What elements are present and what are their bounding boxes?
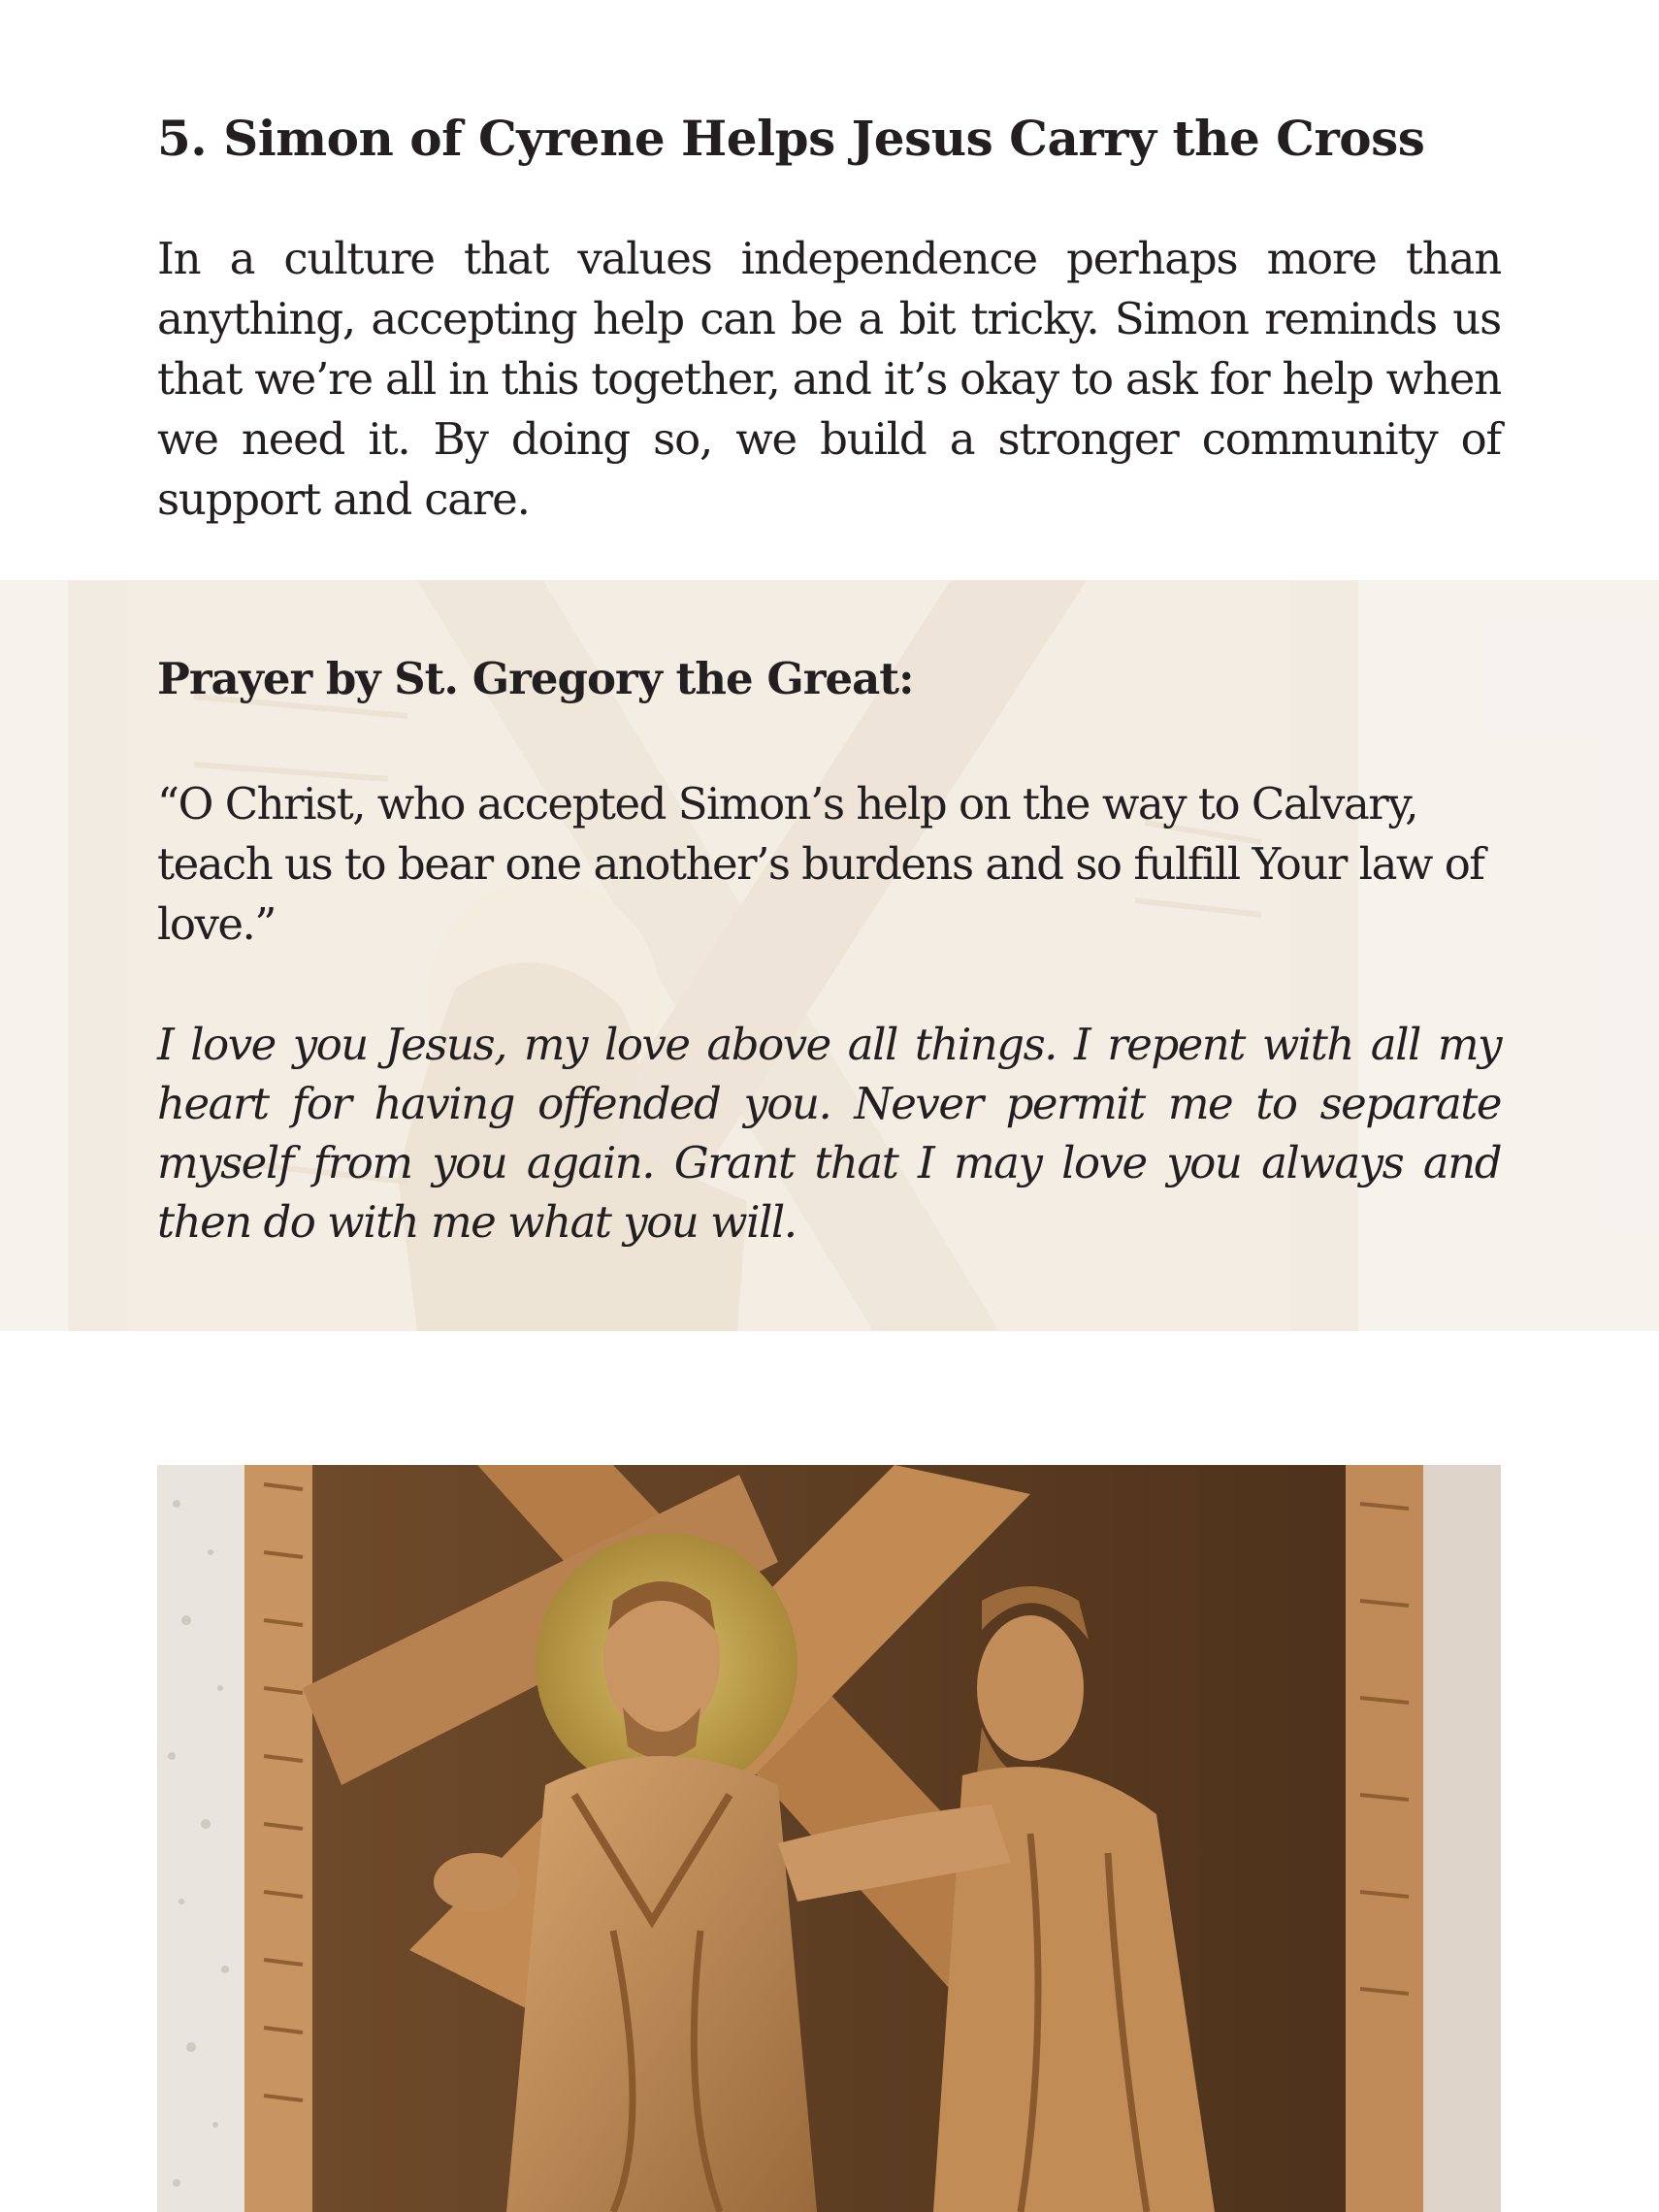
carving-photo bbox=[157, 1465, 1501, 2212]
act-of-love-prayer: I love you Jesus, my love above all things. I repent with all my heart for having offended you. Never permit me to separate myself from you again. Grant that I may love you always and then do with me what you will. bbox=[157, 1019, 1501, 1248]
station-intro-paragraph: In a culture that values independence perhaps more than anything, accepting help can be a bit tricky. Simon reminds us that we’re all in this together, and it’s okay to ask for help when we need it. By doing so, we build a stronger community of support and care. bbox=[157, 233, 1501, 525]
prayer-quote: “O Christ, who accepted Simon’s help on the way to Calvary, teach us to bear one another’s burdens and so fulfill Your law of love.” bbox=[157, 778, 1484, 950]
wood-carving-image bbox=[157, 1465, 1501, 2212]
station-title: 5. Simon of Cyrene Helps Jesus Carry the Cross bbox=[157, 110, 1425, 167]
prayer-section bbox=[0, 580, 1659, 1331]
prayer-heading: Prayer by St. Gregory the Great: bbox=[157, 653, 914, 704]
